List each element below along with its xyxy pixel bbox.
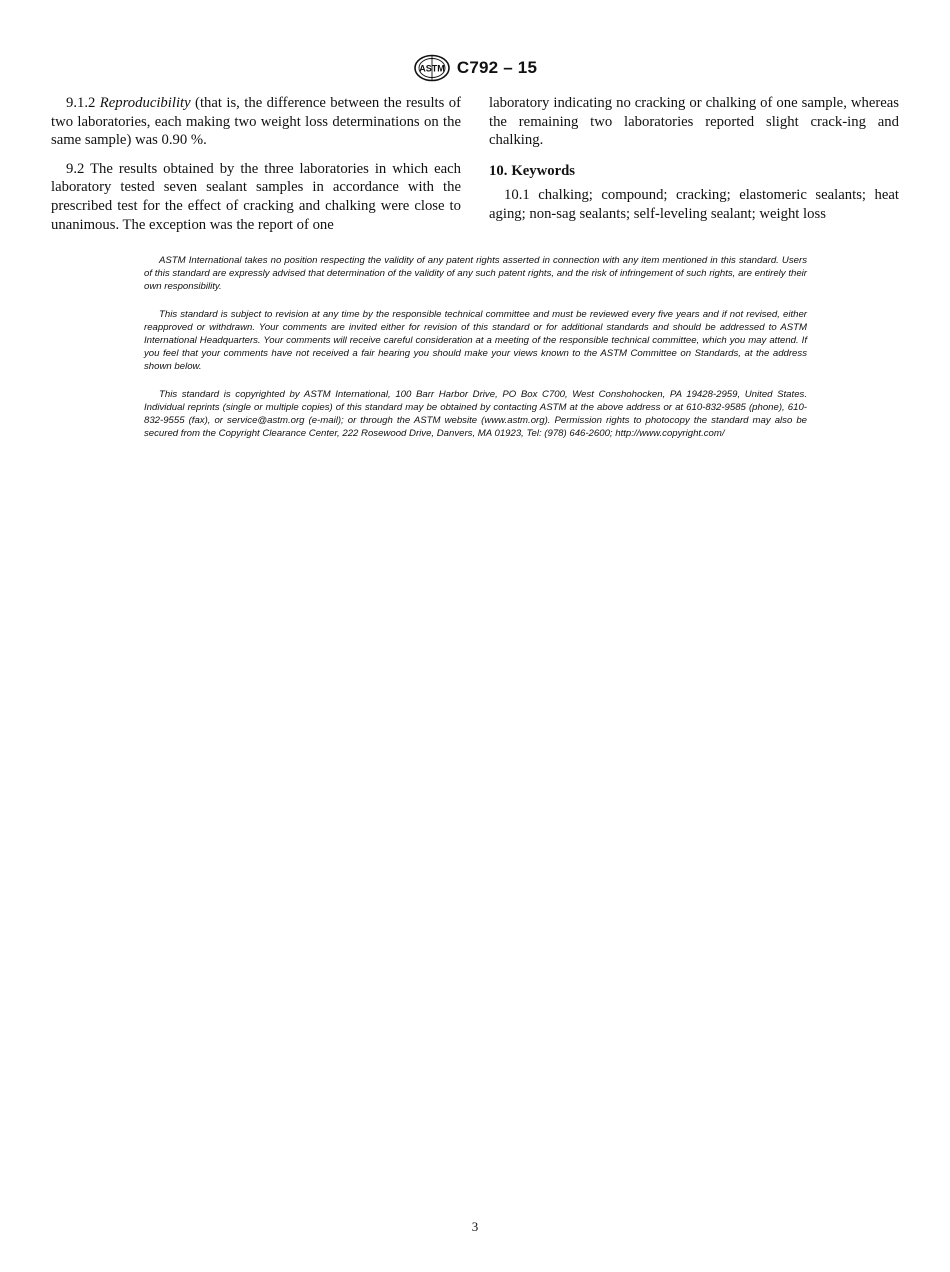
copyright-notice: This standard is copyrighted by ASTM International, 100 Barr Harbor Drive, PO Box C700, West Conshohocken, PA 19428-2959, United States. Individual reprints (single or multiple copies) of this standard may be obtained by contacting ASTM at the above address or at 610-832-9585 (phone), 610-832-9555 (fax), or service@astm.org (e-mail); or through the ASTM website (www.astm.org). Permission rights to photocopy the standard may also be secured from the Copyright Clearance Center, 222 Rosewood Drive, Danvers, MA 01923, Tel: (978) 646-2600; http://www.copyright.com/ [144, 388, 807, 440]
paragraph-9-2-continued: laboratory indicating no cracking or chalking of one sample, whereas the remaining two laboratories reported slight crack-ing and chalking. [489, 95, 899, 149]
page-header [0, 54, 950, 82]
paragraph-number: 10.1 [504, 187, 530, 204]
paragraph-text: The results obtained by the three laboratories in which each laboratory tested seven sealant samples in accordance with the prescribed test for the effect of cracking and chalking were close to unanimous. The exception was the report of one [51, 160, 461, 233]
paragraph-text: (that is, the difference between the results of two laboratories, each making two weight loss determinations on the same sample) was 0.90 %. [51, 95, 461, 149]
section-number: 10. [489, 162, 508, 179]
svg-text:ASTM: ASTM [419, 63, 445, 74]
page-number: 3 [471, 1219, 479, 1234]
paragraph-number: 9.1.2 [66, 95, 96, 111]
revision-notice: This standard is subject to revision at any time by the responsible technical committee and must be reviewed every five years and if not revised, either reapproved or withdrawn. Your comments are invited either for revision of this standard or for additional standards and should be addressed to ASTM International Headquarters. Your comments will receive careful consideration at a meeting of the responsible technical committee, which you may attend. If you feel that your comments have not received a fair hearing you should make your views known to the ASTM Committee on Standards, at the address shown below. [144, 308, 807, 373]
patent-notice: ASTM International takes no position respecting the validity of any patent rights asserted in connection with any item mentioned in this standard. Users of this standard are expressly advised that determination of the validity of any such patent rights, and the risk of infringement of such rights, are entirely their own responsibility. [144, 255, 807, 293]
term-reproducibility: Reproducibility [99, 95, 191, 111]
left-column [51, 94, 461, 244]
legal-notices [144, 254, 807, 454]
right-column [489, 94, 899, 234]
paragraph-9-2 [51, 160, 461, 234]
paragraph-number: 9.2 [66, 160, 85, 177]
keywords-list: chalking; compound; cracking; elastomeric sealants; heat aging; non-sag sealants; self-leveling sealant; weight loss [489, 187, 899, 222]
standard-designation: C792 – 15 [456, 58, 538, 77]
paragraph-10-1 [489, 186, 899, 223]
section-title: Keywords [511, 162, 576, 179]
section-heading-keywords [489, 162, 899, 181]
astm-logo-icon [413, 54, 451, 82]
paragraph-9-1-2 [51, 94, 461, 150]
